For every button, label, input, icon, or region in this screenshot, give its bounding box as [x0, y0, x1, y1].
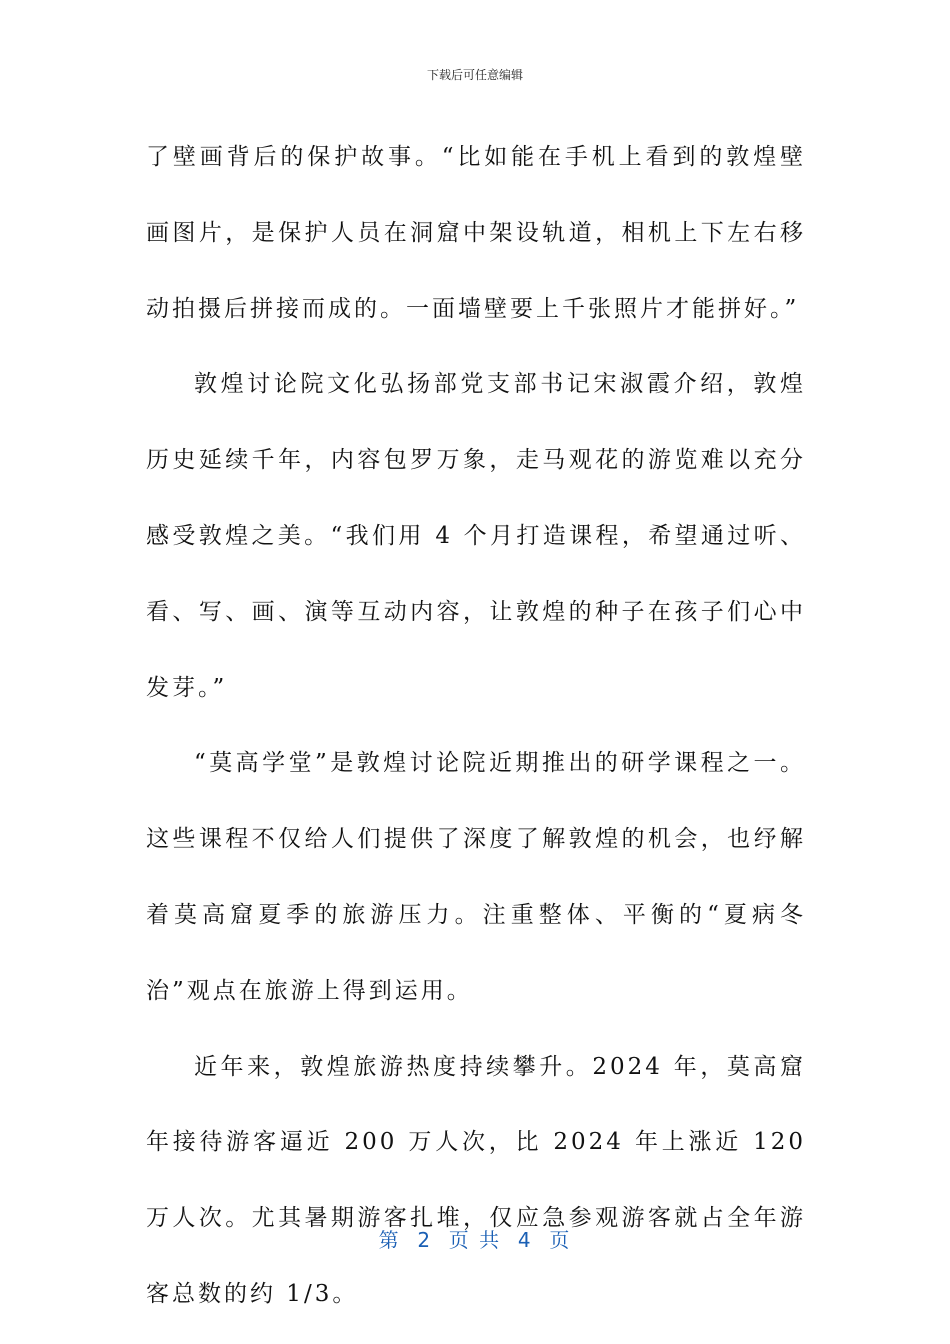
paragraph-tourism-stats: 近年来，敦煌旅游热度持续攀升。2024 年，莫高窟年接待游客逼近 200 万人次，比 2024 年上涨近 120 万人次。尤其暑期游客扎堆，仅应急参观游客就占全年游客总数的约 1/3。: [146, 1053, 806, 1307]
paragraph-mogao-xuetang: “莫高学堂”是敦煌讨论院近期推出的研学课程之一。这些课程不仅给人们提供了深度了解敦煌的机会，也纾解着莫高窟夏季的旅游压力。注重整体、平衡的“夏病冬治”观点在旅游上得到运用。: [146, 750, 806, 1004]
page-header-note: 下载后可任意编辑: [426, 68, 523, 82]
paragraph-continuation: 了壁画背后的保护故事。“比如能在手机上看到的敦煌壁画图片，是保护人员在洞窟中架设轨道，相机上下左右移动拍摄后拼接而成的。一面墙壁要上千张照片才能拼好。”: [146, 144, 806, 322]
document-body: [146, 120, 806, 1333]
paragraph-song-shuxia: 敦煌讨论院文化弘扬部党支部书记宋淑霞介绍，敦煌历史延续千年，内容包罗万象，走马观花的游览难以充分感受敦煌之美。“我们用 4 个月打造课程，希望通过听、看、写、画、演等互动内容，让敦煌的种子在孩子们心中发芽。”: [146, 371, 806, 701]
page-number-footer: 第 2 页 共 4 页: [378, 1228, 572, 1252]
